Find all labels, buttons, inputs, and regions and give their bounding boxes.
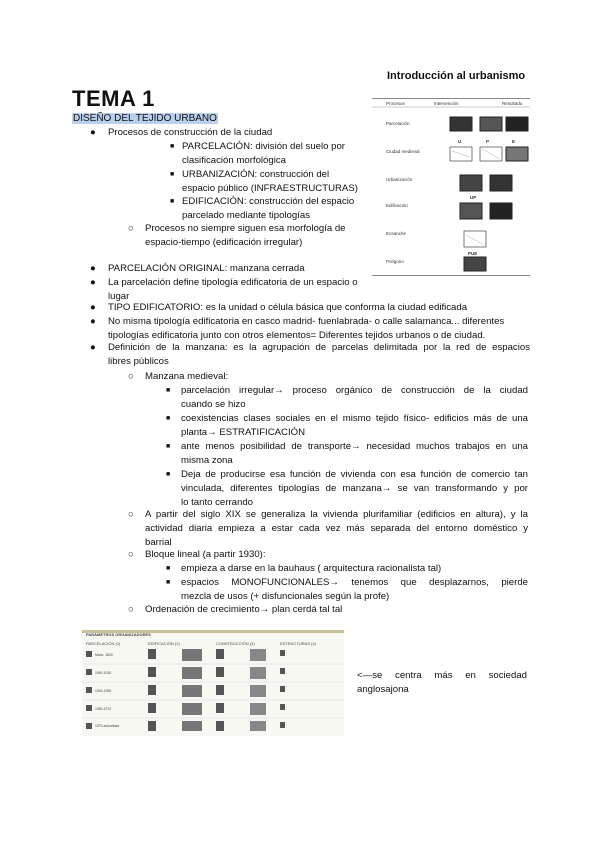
urban-parameters-figure [82,630,344,736]
list-item: Ordenación de crecimiento→ plan cerdá tal tal [145,604,343,615]
figure2-row-label: 1930-1950 [95,689,112,693]
side-note-line: <—se centra más en sociedad [357,670,527,681]
figure2-column-header: EDIFICACIÓN (2) [148,641,180,646]
list-item-line: lugar [108,291,130,302]
list-item-line: barrial [145,537,172,548]
bullet-dot: ● [90,263,96,274]
bullet-square: ■ [166,415,171,422]
figure2-column-header: PARCELACIÓN (1) [86,641,121,646]
figure1-row-label: Urbanización [386,177,413,182]
figure1-header-procesos: Procesos [386,101,405,106]
figure1-row-label: Polígono [386,259,404,264]
list-item [182,195,372,223]
list-item-line: misma zona [181,455,233,466]
figure1-cell-label: P [486,139,490,144]
figure1-header-resultado: Resultado [502,101,523,106]
page-header-subject: Introducción al urbanismo [387,70,526,82]
figure2-row-label: Manz. 1800 [95,653,113,657]
list-item-line: vinculada, diferentes tipologías de manzana→ se van transformando y por [181,483,528,494]
bullet-square: ■ [170,171,175,178]
bullet-square: ■ [166,387,171,394]
section-title: DISEÑO DEL TEJIDO URBANO [73,113,217,124]
side-note [357,669,527,697]
side-note-line: anglosajona [357,684,409,695]
list-item-line: Deja de producirse esa función de vivienda con esa función de comercio tan [181,469,528,480]
list-item [181,468,528,510]
list-item [108,315,530,343]
bullet-square: ■ [170,198,175,205]
bullet-square: ■ [166,443,171,450]
figure2-row-label: 1900-1930 [95,671,112,675]
bullet-dot: ● [90,277,96,288]
list-item-line: parcelado mediante tipologías [182,210,311,221]
list-item: Manzana medieval: [145,371,229,382]
figure2-column-header: ESTRUCTURAS (4) [280,641,317,646]
list-item: PARCELACIÓN ORIGINAL: manzana cerrada [108,263,305,274]
figure1-row-label: Ciudad medieval [386,149,420,154]
list-item-line: cuando se hizo [181,399,246,410]
bullet-square: ■ [166,579,171,586]
document-title: TEMA 1 [72,86,155,111]
bullet-square: ■ [170,143,175,150]
list-item-line: ante menos posibilidad de transporte→ necesidad muchos trabajos en una [181,441,528,452]
figure2-row-label: 1950-1970 [95,707,112,711]
list-item [181,440,528,468]
bullet-square: ■ [166,565,171,572]
list-item-line: PARCELACIÓN: división del suelo por [182,141,345,152]
list-item-line: libres públicos [108,356,169,367]
list-item-line: Procesos no siempre siguen esa morfología de [145,223,346,234]
figure1-cell-label: U [458,139,462,144]
bullet-square: ■ [166,471,171,478]
list-item-line: tipologías edificatoria junto con otros elementos= Diferentes tejidos urbanos o de ciudad. [108,330,486,341]
list-item [145,222,372,250]
bullet-circle: ○ [128,371,134,382]
process-diagram-figure [372,98,530,276]
figure1-row-label: Ensanche [386,231,407,236]
list-item: Procesos de construcción de la ciudad [108,127,273,138]
list-item [108,276,378,304]
bullet-dot: ● [90,342,96,353]
figure1-cell-label: UP [470,195,477,200]
list-item [181,384,528,412]
list-item-line: Definición de la manzana: es la agrupación de parcelas delimitada por la red de espacios [108,342,530,353]
list-item-line: actividad diaria empieza a estar cada vez más separada del entorno doméstico y [145,523,528,534]
figure1-cell-label: PUE [468,251,478,256]
list-item-line: mezcla de usos (+ disfuncionales según la profe) [181,591,390,602]
bullet-dot: ● [90,127,96,138]
list-item [181,412,528,440]
list-item-line: espacio-tiempo (edificación irregular) [145,237,303,248]
bullet-circle: ○ [128,223,134,234]
urban-parameters-grid [82,647,344,735]
list-item-line: planta→ ESTRATIFICACIÓN [181,427,306,438]
figure2-title: PARÁMETROS ORGANIZADORES [86,632,151,637]
list-item-line: No misma tipología edificatoria en casco madrid- fuenlabrada- o calle salamanca... diferentes [108,316,505,327]
figure1-row-label: Edificación [386,203,408,208]
list-item [181,576,528,604]
list-item-line: La parcelación define tipología edificatoria de un espacio o [108,277,358,288]
list-item: TIPO EDIFICATORIO: es la unidad o célula básica que conforma la ciudad edificada [108,302,468,313]
list-item-line: A partir del siglo XIX se generaliza la vivienda plurifamiliar (edificios en altura), y la [145,509,528,520]
list-item-line: EDIFICACIÓN: construcción del espacio [182,196,355,207]
bullet-circle: ○ [128,604,134,615]
list-item [145,508,528,550]
bullet-dot: ● [90,316,96,327]
list-item-line: URBANIZACIÓN: construcción del [182,169,330,180]
bullet-circle: ○ [128,509,134,520]
list-item [182,140,372,168]
list-item [182,168,372,196]
list-item-line: espacio público (INFRAESTRUCTURAS) [182,183,358,194]
list-item-line: lo tanto cerrando [181,497,253,508]
list-item-line: parcelación irregular→ proceso orgánico de construcción de la ciudad [181,385,528,396]
figure1-row-label: Parcelación [386,121,410,126]
bullet-circle: ○ [128,549,134,560]
list-item: empieza a darse en la bauhaus ( arquitectura racionalista tal) [181,563,442,574]
figure2-column-header: CONSTRUCCIÓN (3) [216,641,255,646]
figure1-header-intervencion: Intervención [434,101,459,106]
list-item-line: coexistencias clases sociales en el mismo tejido físico- edificios más de una [181,413,528,424]
figure1-cell-label: E [512,139,516,144]
bullet-dot: ● [90,302,96,313]
list-item [108,341,530,369]
figure2-row-label: 1970-actualidad [95,724,120,728]
list-item-line: espacios MONOFUNCIONALES→ tenemos que desplazarnos, pierde [181,577,528,588]
list-item-line: clasificación morfológica [182,155,286,166]
list-item: Bloque lineal (a partir 1930): [145,549,266,560]
